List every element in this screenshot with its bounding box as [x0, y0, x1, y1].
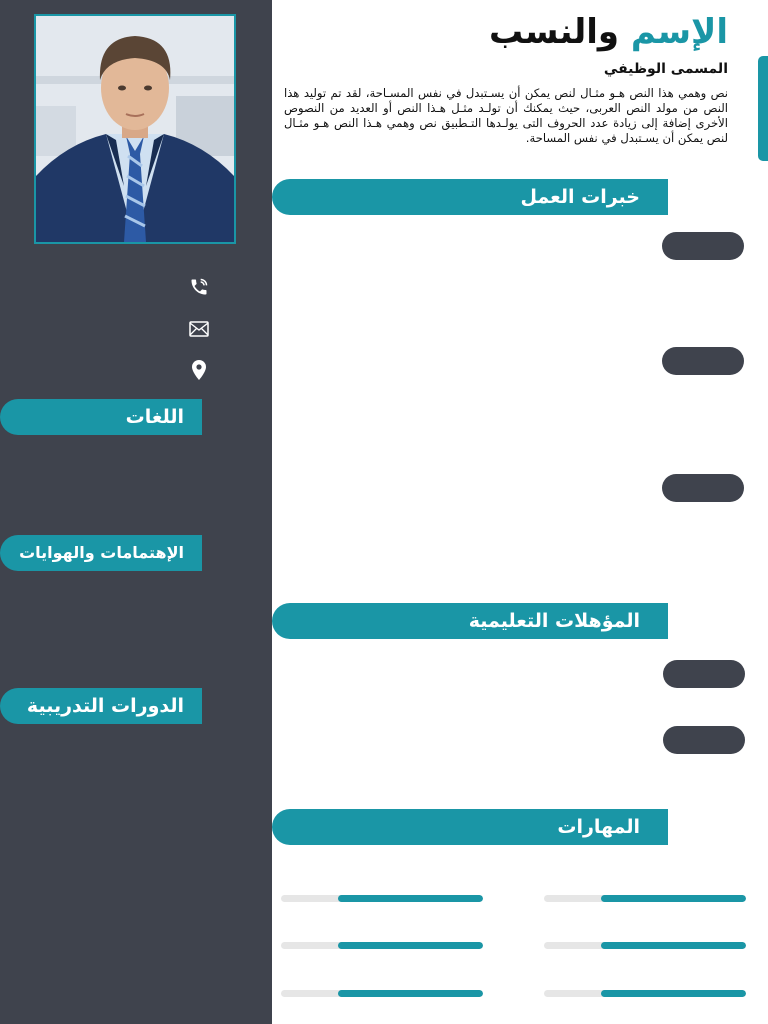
date-badge: [662, 347, 744, 375]
courses-heading: الدورات التدريبية: [0, 688, 202, 724]
phone-icon: [188, 276, 210, 298]
date-badge: [662, 474, 744, 502]
skill-bar: [281, 942, 483, 949]
full-name: [489, 12, 728, 52]
skill-bar-fill: [601, 895, 746, 902]
job-title: المسمى الوظيفي: [603, 61, 728, 77]
skill-bar-fill: [338, 942, 483, 949]
skill-bar: [544, 942, 746, 949]
profile-summary: نص وهمي هذا النص هـو مثـال لنص يمكن أن يسـتبدل في نفس المسـاحة، لقد تم توليد هذا النص من مولد النص العربى، حيث يمكنك أن تولـد مثـل هـذا النص أو العديد من النصوص الأخرى إضافة إلى زيادة عدد الحروف التى يولـدها التـطبيق نص وهمي هـذا النص هـو مثـال لنص يمكن أن يسـتبدل في نفس المساحة.: [284, 86, 728, 145]
skill-bar-fill: [601, 942, 746, 949]
skill-bar-fill: [601, 990, 746, 997]
envelope-icon: [188, 318, 210, 340]
experience-heading: خبرات العمل: [272, 179, 668, 215]
sidebar: [0, 0, 272, 1024]
education-heading: المؤهلات التعليمية: [272, 603, 668, 639]
languages-heading: اللغات: [0, 399, 202, 435]
skills-heading: المهارات: [272, 809, 668, 845]
last-name: والنسب: [489, 12, 620, 52]
skill-bar-fill: [338, 895, 483, 902]
date-badge: [663, 726, 745, 754]
date-badge: [662, 232, 744, 260]
skill-bar: [281, 990, 483, 997]
location-pin-icon: [188, 359, 210, 381]
skill-bar: [281, 895, 483, 902]
first-name: الإسم: [630, 12, 728, 52]
date-badge: [663, 660, 745, 688]
skill-bar: [544, 990, 746, 997]
interests-heading: الإهتمامات والهوايات: [0, 535, 202, 571]
skill-bar: [544, 895, 746, 902]
accent-bar: [758, 56, 768, 161]
skill-bar-fill: [338, 990, 483, 997]
profile-photo: [34, 14, 236, 244]
